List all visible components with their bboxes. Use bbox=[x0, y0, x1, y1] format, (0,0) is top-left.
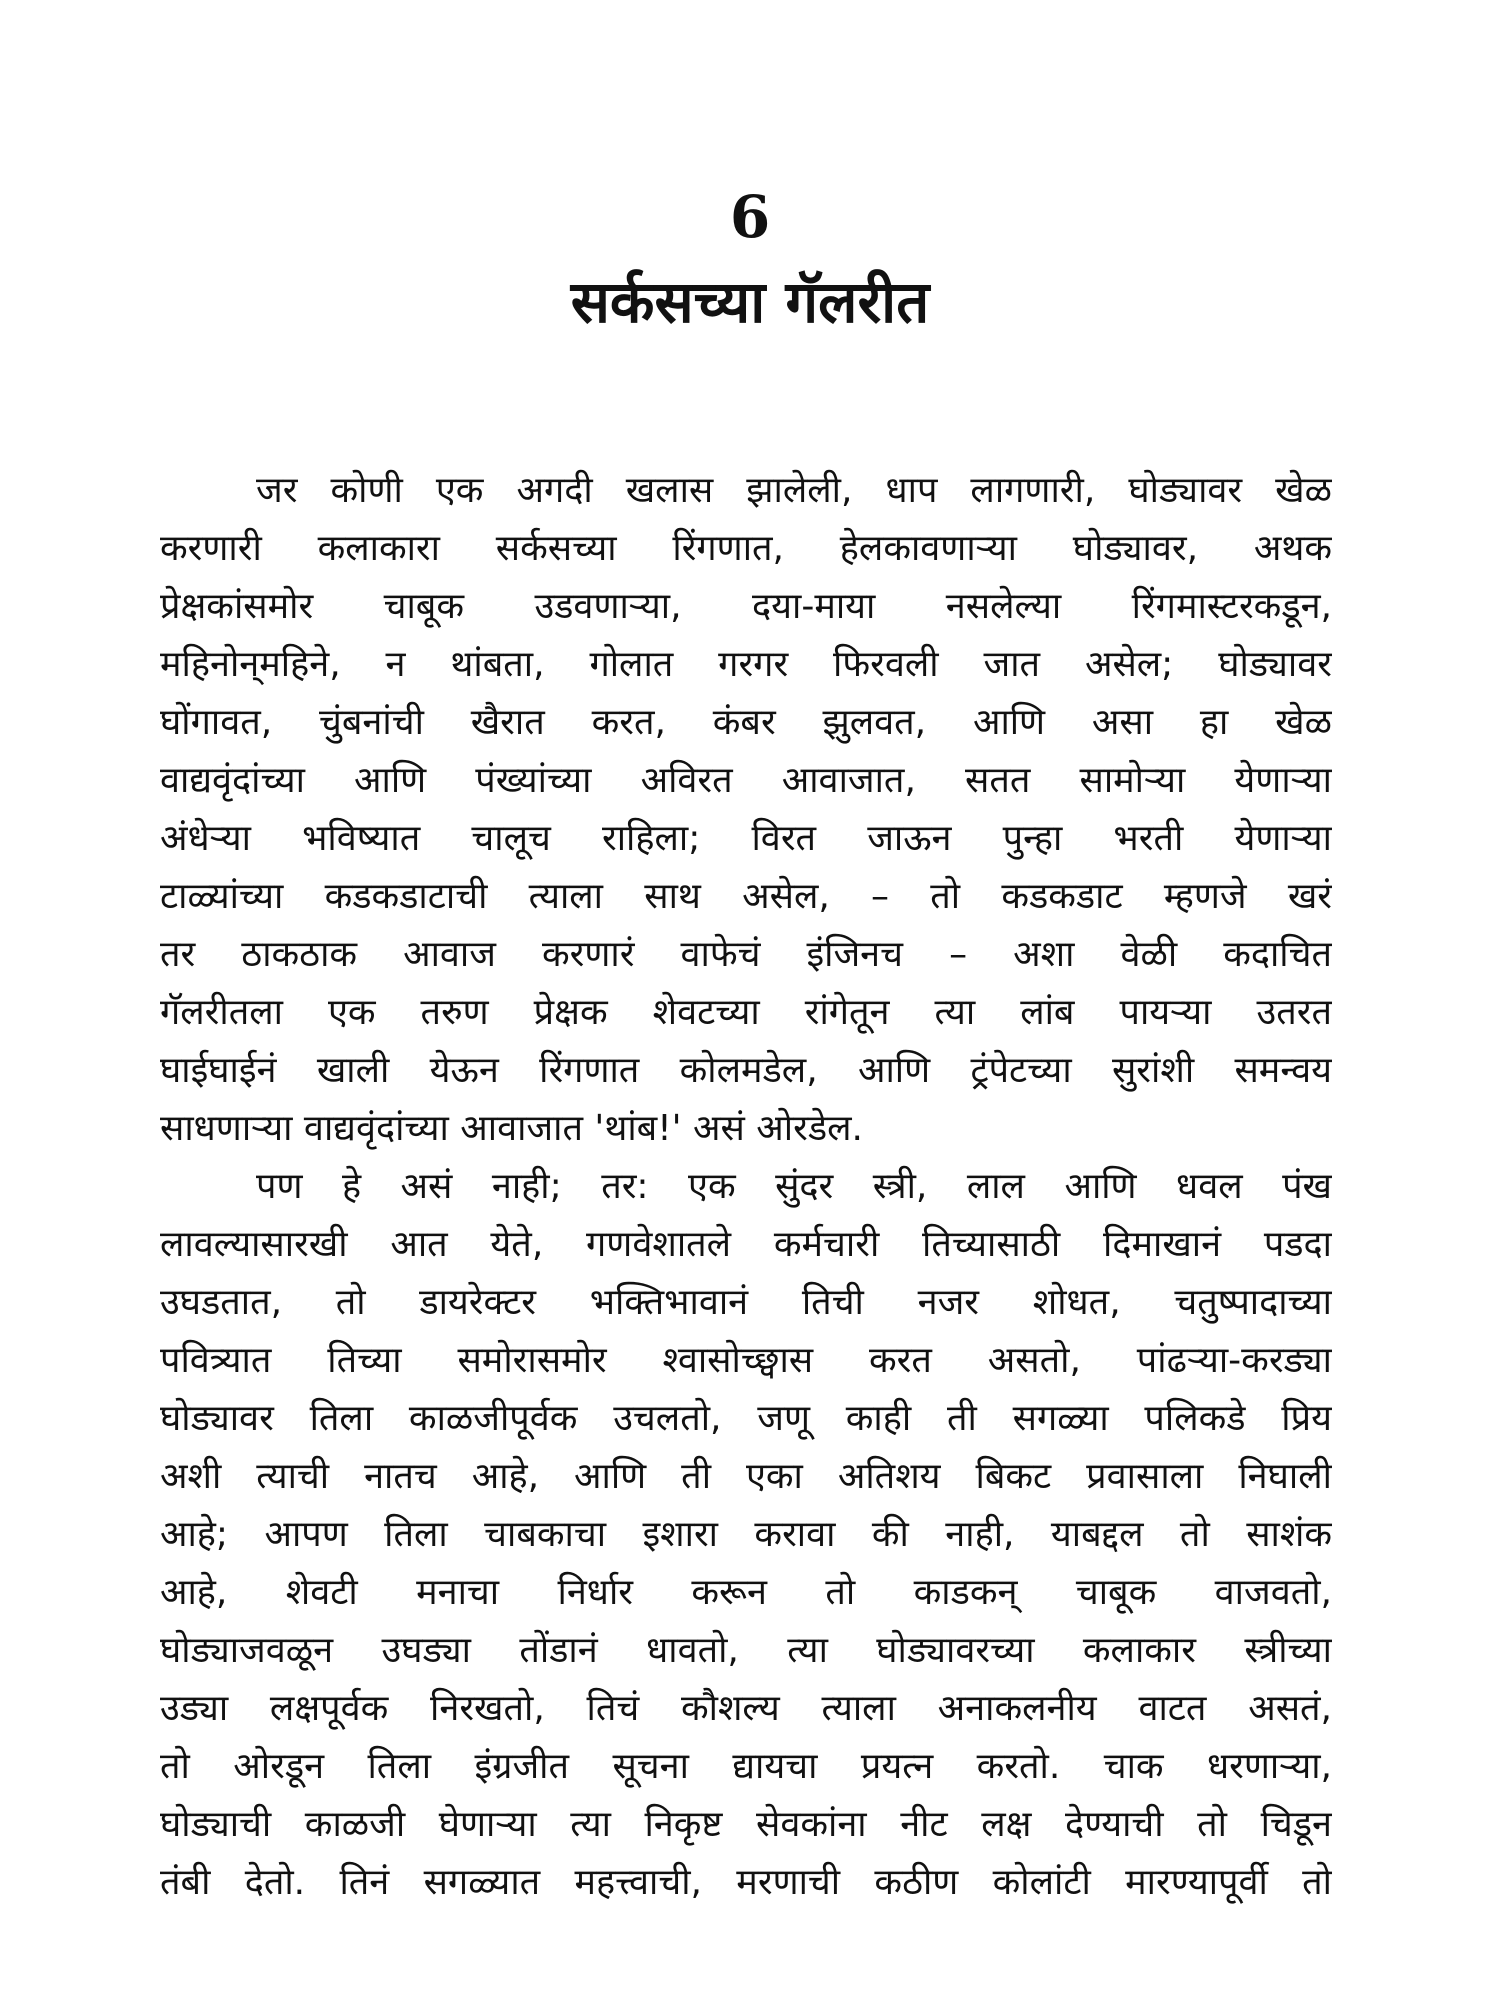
text-line: अंधेऱ्या भविष्यात चालूच राहिला; विरत जाऊन पुन्हा भरती येणाऱ्या bbox=[160, 818, 1332, 859]
text-line: टाळ्यांच्या कडकडाटाची त्याला साथ असेल, – तो कडकडाट म्हणजे खरं bbox=[160, 876, 1332, 917]
text-line: आहे, शेवटी मनाचा निर्धार करून तो काडकन् चाबूक वाजवतो, bbox=[160, 1572, 1332, 1613]
text-line: उघडतात, तो डायरेक्टर भक्तिभावानं तिची नजर शोधत, चतुष्पादाच्या bbox=[160, 1282, 1332, 1323]
text-line: घाईघाईनं खाली येऊन रिंगणात कोलमडेल, आणि ट्रंपेटच्या सुरांशी समन्वय bbox=[160, 1050, 1332, 1091]
text-line: जर कोणी एक अगदी खलास झालेली, धाप लागणारी, घोड्यावर खेळ bbox=[256, 470, 1332, 511]
paragraph-1 bbox=[160, 462, 1332, 1158]
text-line: वाद्यवृंदांच्या आणि पंख्यांच्या अविरत आवाजात, सतत सामोऱ्या येणाऱ्या bbox=[160, 760, 1332, 801]
text-line: घोड्यावर तिला काळजीपूर्वक उचलतो, जणू काही ती सगळ्या पलिकडे प्रिय bbox=[160, 1398, 1332, 1439]
text-line: तर ठाकठाक आवाज करणारं वाफेचं इंजिनच – अशा वेळी कदाचित bbox=[160, 934, 1332, 975]
text-line: पण हे असं नाही; तर: एक सुंदर स्त्री, लाल आणि धवल पंख bbox=[256, 1166, 1332, 1207]
text-line: तंबी देतो. तिनं सगळ्यात महत्त्वाची, मरणाची कठीण कोलांटी मारण्यापूर्वी तो bbox=[160, 1862, 1332, 1903]
text-line: पवित्र्यात तिच्या समोरासमोर श्वासोच्छ्वास करत असतो, पांढऱ्या-करड्या bbox=[160, 1340, 1332, 1381]
text-line: अशी त्याची नातच आहे, आणि ती एका अतिशय बिकट प्रवासाला निघाली bbox=[160, 1456, 1332, 1497]
chapter-number: 6 bbox=[729, 183, 771, 251]
paragraph-2 bbox=[160, 1158, 1332, 1912]
text-line: गॅलरीतला एक तरुण प्रेक्षक शेवटच्या रांगेतून त्या लांब पायऱ्या उतरत bbox=[160, 992, 1332, 1033]
text-line: घोंगावत, चुंबनांची खैरात करत, कंबर झुलवत, आणि असा हा खेळ bbox=[160, 702, 1332, 743]
text-line: उड्या लक्षपूर्वक निरखतो, तिचं कौशल्य त्याला अनाकलनीय वाटत असतं, bbox=[160, 1688, 1332, 1729]
text-line: घोड्याजवळून उघड्या तोंडानं धावतो, त्या घोड्यावरच्या कलाकार स्त्रीच्या bbox=[160, 1630, 1332, 1671]
text-line: साधणाऱ्या वाद्यवृंदांच्या आवाजात 'थांब!' असं ओरडेल. bbox=[160, 1108, 863, 1149]
text-line: लावल्यासारखी आत येते, गणवेशातले कर्मचारी तिच्यासाठी दिमाखानं पडदा bbox=[160, 1224, 1332, 1265]
text-line: आहे; आपण तिला चाबकाचा इशारा करावा की नाही, याबद्दल तो साशंक bbox=[160, 1514, 1332, 1555]
text-line: घोड्याची काळजी घेणाऱ्या त्या निकृष्ट सेवकांना नीट लक्ष देण्याची तो चिडून bbox=[160, 1804, 1332, 1845]
text-line: महिनोन्‌महिने, न थांबता, गोलात गरगर फिरवली जात असेल; घोड्यावर bbox=[160, 644, 1332, 685]
text-line: तो ओरडून तिला इंग्रजीत सूचना द्यायचा प्रयत्न करतो. चाक धरणाऱ्या, bbox=[160, 1746, 1332, 1787]
chapter-title: सर्कसच्या गॅलरीत bbox=[570, 268, 930, 336]
chapter-body bbox=[160, 462, 1332, 1912]
text-line: करणारी कलाकारा सर्कसच्या रिंगणात, हेलकावणाऱ्या घोड्यावर, अथक bbox=[160, 528, 1332, 569]
text-line: प्रेक्षकांसमोर चाबूक उडवणाऱ्या, दया-माया नसलेल्या रिंगमास्टरकडून, bbox=[160, 586, 1332, 627]
